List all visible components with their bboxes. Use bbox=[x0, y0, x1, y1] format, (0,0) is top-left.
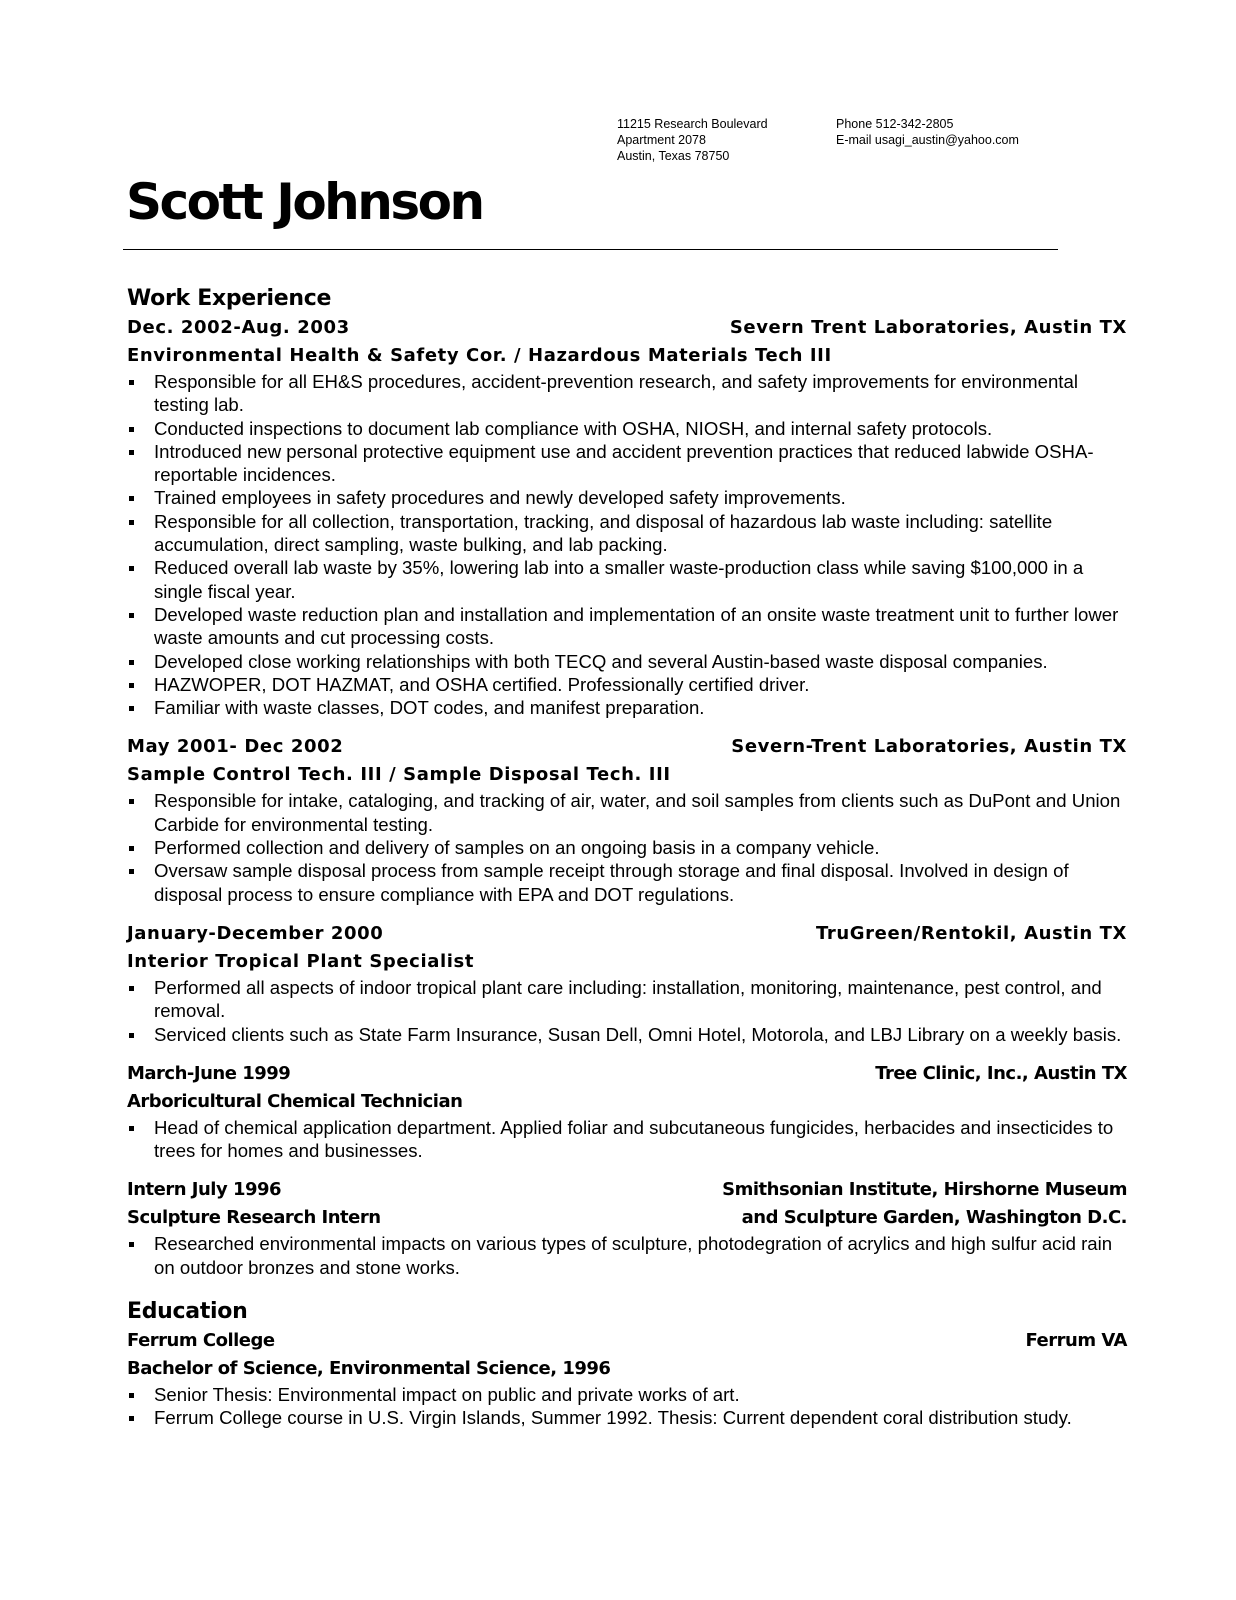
phone: Phone 512-342-2805 bbox=[836, 117, 954, 131]
education-heading: Education bbox=[127, 1299, 248, 1325]
job-employer: TruGreen/Rentokil, Austin TX bbox=[816, 922, 1127, 944]
job-employer: Tree Clinic, Inc., Austin TX bbox=[875, 1062, 1127, 1084]
bullet-item: Oversaw sample disposal process from sample receipt through storage and final disposal. Involved in design of disposal process to ensure compliance with EPA and DOT regulations. bbox=[127, 859, 1127, 906]
job-header bbox=[127, 1060, 1127, 1088]
phone-email-block bbox=[836, 116, 1019, 148]
job-position: Sculpture Research Intern bbox=[127, 1207, 381, 1229]
work-experience-heading: Work Experience bbox=[127, 286, 332, 311]
job-entry bbox=[127, 1060, 1127, 1163]
bullet-item: Familiar with waste classes, DOT codes, and manifest preparation. bbox=[127, 696, 1127, 719]
job-bullets bbox=[127, 1116, 1127, 1163]
job-employer: Smithsonian Institute, Hirshorne Museum bbox=[722, 1179, 1127, 1201]
bullet-item: Performed collection and delivery of samples on an ongoing basis in a company vehicle. bbox=[127, 836, 1127, 859]
candidate-name: Scott Johnson bbox=[126, 173, 483, 231]
bullet-item: Responsible for intake, cataloging, and tracking of air, water, and soil samples from clients such as DuPont and Union Carbide for environmental testing. bbox=[127, 789, 1127, 836]
job-entry bbox=[127, 1176, 1127, 1279]
job-employer-cont: and Sculpture Garden, Washington D.C. bbox=[741, 1207, 1127, 1229]
education-bullets bbox=[127, 1383, 1127, 1430]
bullet-item: Senior Thesis: Environmental impact on public and private works of art. bbox=[127, 1383, 1127, 1406]
bullet-item: Reduced overall lab waste by 35%, lowering lab into a smaller waste-production class while saving $100,000 in a single fiscal year. bbox=[127, 556, 1127, 603]
header-divider bbox=[123, 249, 1058, 250]
school-name: Ferrum College bbox=[127, 1330, 275, 1352]
bullet-item: Researched environmental impacts on various types of sculpture, photodegration of acrylics and high sulfur acid rain on outdoor bronzes and stone works. bbox=[127, 1232, 1127, 1279]
job-position: Interior Tropical Plant Specialist bbox=[127, 950, 475, 972]
job-date: March-June 1999 bbox=[127, 1062, 291, 1084]
job-position-row bbox=[127, 948, 1127, 976]
bullet-item: HAZWOPER, DOT HAZMAT, and OSHA certified. Professionally certified driver. bbox=[127, 673, 1127, 696]
job-position: Sample Control Tech. III / Sample Disposal Tech. III bbox=[127, 764, 671, 786]
bullet-item: Conducted inspections to document lab compliance with OSHA, NIOSH, and internal safety protocols. bbox=[127, 417, 1127, 440]
job-employer: Severn-Trent Laboratories, Austin TX bbox=[731, 736, 1127, 758]
job-date: January-December 2000 bbox=[127, 922, 384, 944]
job-date: Dec. 2002-Aug. 2003 bbox=[127, 317, 350, 338]
address-block bbox=[617, 116, 768, 164]
bullet-item: Responsible for all collection, transportation, tracking, and disposal of hazardous lab waste including: satellite accumulation, direct sampling, waste bulking, and lab packing. bbox=[127, 510, 1127, 557]
education-entry bbox=[127, 1327, 1127, 1430]
email: E-mail usagi_austin@yahoo.com bbox=[836, 133, 1019, 147]
bullet-item: Developed close working relationships with both TECQ and several Austin-based waste disposal companies. bbox=[127, 650, 1127, 673]
job-bullets bbox=[127, 1232, 1127, 1279]
bullet-item: Performed all aspects of indoor tropical plant care including: installation, monitoring, maintenance, pest control, and removal. bbox=[127, 976, 1127, 1023]
bullet-item: Serviced clients such as State Farm Insurance, Susan Dell, Omni Hotel, Motorola, and LBJ Library on a weekly basis. bbox=[127, 1023, 1127, 1046]
school-location: Ferrum VA bbox=[1025, 1330, 1127, 1352]
job-header bbox=[127, 314, 1127, 342]
degree: Bachelor of Science, Environmental Science, 1996 bbox=[127, 1358, 611, 1380]
job-entry bbox=[127, 733, 1127, 905]
job-entry bbox=[127, 920, 1127, 1046]
bullet-item: Developed waste reduction plan and installation and implementation of an onsite waste treatment unit to further lower waste amounts and cut processing costs. bbox=[127, 603, 1127, 650]
address-line: Apartment 2078 bbox=[617, 133, 706, 147]
job-position: Environmental Health & Safety Cor. / Hazardous Materials Tech III bbox=[127, 345, 832, 366]
address-line: Austin, Texas 78750 bbox=[617, 149, 730, 163]
bullet-item: Ferrum College course in U.S. Virgin Islands, Summer 1992. Thesis: Current dependent coral distribution study. bbox=[127, 1406, 1127, 1429]
job-bullets bbox=[127, 976, 1127, 1046]
school-row bbox=[127, 1327, 1127, 1355]
degree-row bbox=[127, 1355, 1127, 1383]
job-bullets bbox=[127, 789, 1127, 905]
job-date: May 2001- Dec 2002 bbox=[127, 736, 344, 758]
job-bullets bbox=[127, 370, 1127, 719]
address-line: 11215 Research Boulevard bbox=[617, 117, 768, 131]
job-date: Intern July 1996 bbox=[127, 1179, 282, 1201]
job-position-row bbox=[127, 1088, 1127, 1116]
bullet-item: Introduced new personal protective equipment use and accident prevention practices that reduced labwide OSHA-reportable incidences. bbox=[127, 440, 1127, 487]
bullet-item: Trained employees in safety procedures and newly developed safety improvements. bbox=[127, 486, 1127, 509]
job-position-row bbox=[127, 1204, 1127, 1232]
job-entry bbox=[127, 314, 1127, 719]
bullet-item: Responsible for all EH&S procedures, accident-prevention research, and safety improvements for environmental testing lab. bbox=[127, 370, 1127, 417]
job-position: Arboricultural Chemical Technician bbox=[127, 1090, 463, 1112]
job-employer: Severn Trent Laboratories, Austin TX bbox=[729, 317, 1127, 338]
resume-body bbox=[127, 284, 1127, 1430]
bullet-item: Head of chemical application department. Applied foliar and subcutaneous fungicides, herbacides and insecticides to trees for homes and businesses. bbox=[127, 1116, 1127, 1163]
job-position-row bbox=[127, 342, 1127, 370]
job-position-row bbox=[127, 761, 1127, 789]
job-header bbox=[127, 920, 1127, 948]
job-header bbox=[127, 1176, 1127, 1204]
job-header bbox=[127, 733, 1127, 761]
